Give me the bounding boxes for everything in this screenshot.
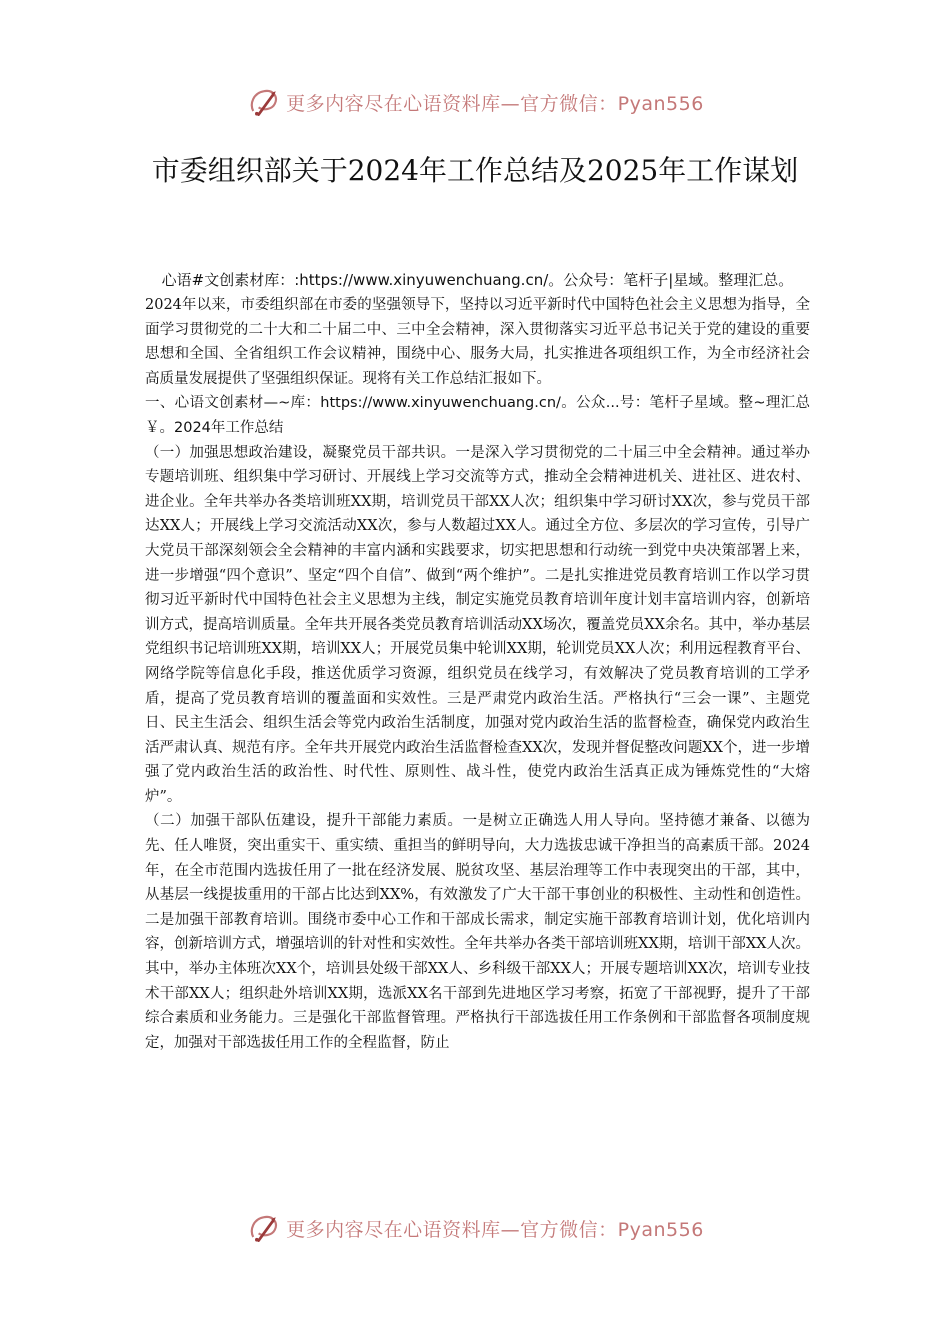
watermark-text: 更多内容尽在心语资料库—官方微信：Pyan556 [286, 1218, 704, 1241]
page-title: 市委组织部关于2024年工作总结及2025年工作谋划 [151, 154, 799, 187]
quill-pen-swirl-icon [246, 1210, 282, 1246]
watermark-banner-top [0, 80, 950, 124]
paragraph-1: （一）加强思想政治建设，凝聚党员干部共识。一是深入学习贯彻党的二十届三中全会精神。通过举办专题培训班、组织集中学习研讨、开展线上学习交流等方式，推动全会精神进机关、进社区、进农村、进企业。全年共举办各类培训班XX期，培训党员干部XX人次；组织集中学习研讨XX次，参与党员干部达XX人；开展线上学习交流活动XX次，参与人数超过XX人。通过全方位、多层次的学习宣传，引导广大党员干部深刻领会全会精神的丰富内涵和实践要求，切实把思想和行动统一到党中央决策部署上来，进一步增强“四个意识”、坚定“四个自信”、做到“两个维护”。二是扎实推进党员教育培训工作以学习贯彻习近平新时代中国特色社会主义思想为主线，制定实施党员教育培训年度计划丰富培训内容，创新培训方式，提高培训质量。全年共开展各类党员教育培训活动XX场次，覆盖党员XX余名。其中，举办基层党组织书记培训班XX期，培训XX人；开展党员集中轮训XX期，轮训党员XX人次；利用远程教育平台、网络学院等信息化手段，推送优质学习资源，组织党员在线学习，有效解决了党员教育培训的工学矛盾，提高了党员教育培训的覆盖面和实效性。三是严肃党内政治生活。严格执行“三会一课”、主题党日、民主生活会、组织生活会等党内政治生活制度，加强对党内政治生活的监督检查，确保党内政治生活严肃认真、规范有序。全年共开展党内政治生活监督检查XX次，发现并督促整改问题XX个，进一步增强了党内政治生活的政治性、时代性、原则性、战斗性，使党内政治生活真正成为锤炼党性的“大熔炉”。 [145, 444, 810, 805]
document-body [145, 268, 810, 1055]
quill-pen-swirl-icon [246, 84, 282, 120]
watermark-text: 更多内容尽在心语资料库—官方微信：Pyan556 [286, 92, 704, 115]
source-line: 心语#文创素材库：:https://www.xinyuwenchuang.cn/。公众号：笔杆子|星域。整理汇总。 [161, 271, 794, 289]
intro-paragraph: 2024年以来，市委组织部在市委的坚强领导下，坚持以习近平新时代中国特色社会主义思想为指导，全面学习贯彻党的二十大和二十届二中、三中全会精神，深入贯彻落实习近平总书记关于党的建设的重要思想和全国、全省组织工作会议精神，围绕中心、服务大局，扎实推进各项组织工作，为全市经济社会高质量发展提供了坚强组织保证。现将有关工作总结汇报如下。 [145, 297, 810, 387]
paragraph-2: （二）加强干部队伍建设，提升干部能力素质。一是树立正确选人用人导向。坚持德才兼备、以德为先、任人唯贤，突出重实干、重实绩、重担当的鲜明导向，大力选拔忠诚干净担当的高素质干部。2024年，在全市范围内选拔任用了一批在经济发展、脱贫攻坚、基层治理等工作中表现突出的干部，其中，从基层一线提拔重用的干部占比达到XX%，有效激发了广大干部干事创业的积极性、主动性和创造性。二是加强干部教育培训。围绕市委中心工作和干部成长需求，制定实施干部教育培训计划，优化培训内容，创新培训方式，增强培训的针对性和实效性。全年共举办各类干部培训班XX期，培训干部XX人次。其中，举办主体班次XX个，培训县处级干部XX人、乡科级干部XX人；开展专题培训XX次，培训专业技术干部XX人；组织赴外培训XX期，选派XX名干部到先进地区学习考察，拓宽了干部视野，提升了干部综合素质和业务能力。三是强化干部监督管理。严格执行干部选拔任用工作条例和干部监督各项制度规定，加强对干部选拔任用工作的全程监督，防止 [145, 813, 810, 1051]
watermark-banner-bottom [0, 1206, 950, 1250]
section-heading: 一、心语文创素材—~库：https://www.xinyuwenchuang.cn/。公众...号：笔杆子星域。整~理汇总￥。2024年工作总结 [145, 395, 810, 436]
